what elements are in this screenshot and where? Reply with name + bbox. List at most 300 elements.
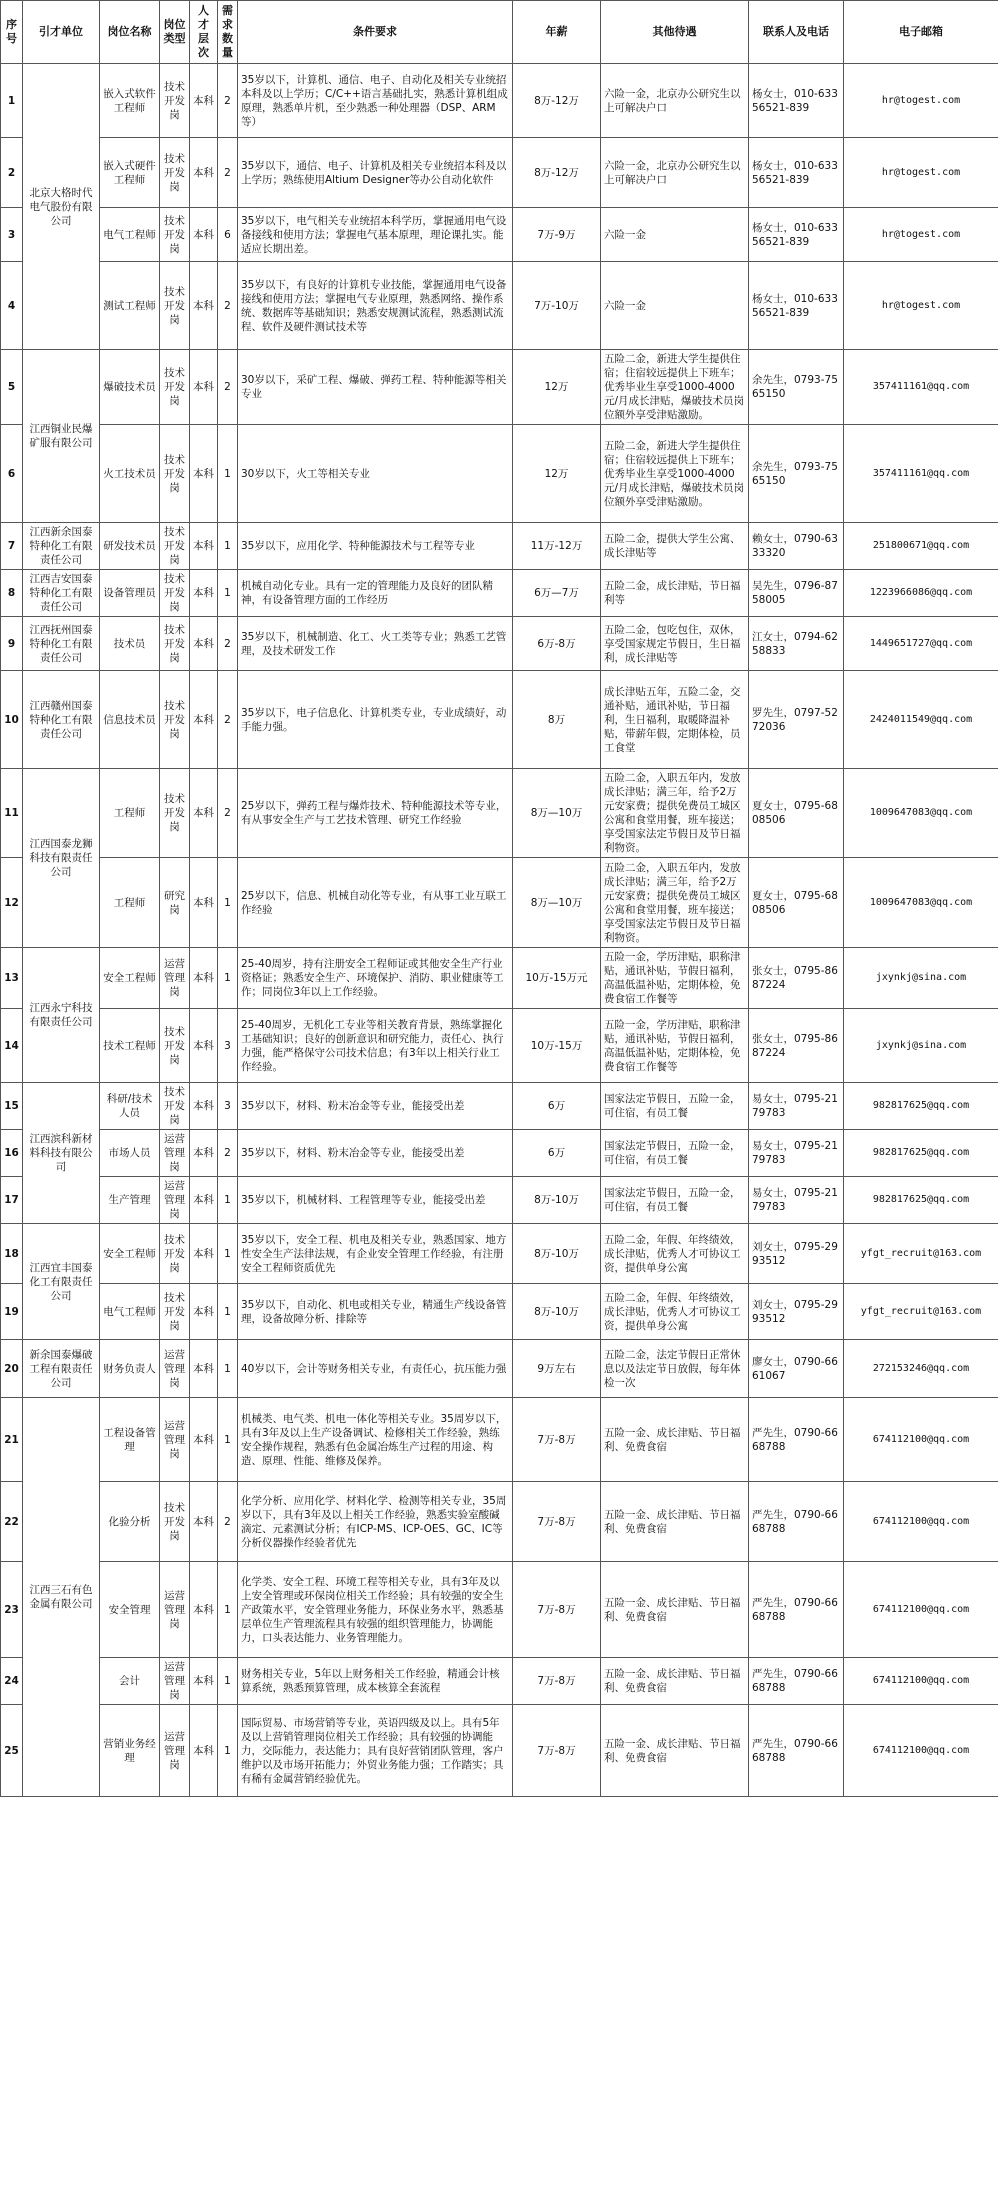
- contact-info: 刘女士，0795-2993512: [749, 1224, 844, 1284]
- row-number: 24: [1, 1658, 23, 1705]
- talent-level: 本科: [190, 1705, 218, 1797]
- contact-info: 余先生，0793-7565150: [749, 425, 844, 523]
- requirements: 40岁以下，会计等财务相关专业，有责任心，抗压能力强: [238, 1340, 513, 1398]
- position-name: 安全管理: [100, 1562, 160, 1658]
- row-number: 20: [1, 1340, 23, 1398]
- talent-level: 本科: [190, 1398, 218, 1482]
- position-type: 技术开发岗: [160, 523, 190, 570]
- contact-info: 杨女士，010-63356521-839: [749, 262, 844, 350]
- requirements: 化学分析、应用化学、材料化学、检测等相关专业，35周岁以下，具有3年及以上相关工作经验，熟悉实验室酸碱滴定、元素测试分析；有ICP-MS、ICP-OES、GC、IC等分析仪器操作经验者优先: [238, 1482, 513, 1562]
- row-number: 11: [1, 769, 23, 858]
- demand-count: 2: [218, 350, 238, 425]
- contact-info: 易女士，0795-2179783: [749, 1083, 844, 1130]
- other-benefits: 五险一金、成长津贴、节日福利、免费食宿: [601, 1398, 749, 1482]
- other-benefits: 五险二金，提供大学生公寓、成长津贴等: [601, 523, 749, 570]
- requirements: 25岁以下，信息、机械自动化等专业，有从事工业互联工作经验: [238, 858, 513, 948]
- position-name: 工程师: [100, 858, 160, 948]
- talent-level: 本科: [190, 138, 218, 208]
- table-row: [1, 425, 998, 523]
- contact-info: 夏女士，0795-6808506: [749, 769, 844, 858]
- position-type: 技术开发岗: [160, 570, 190, 617]
- email-address: jxynkj@sina.com: [844, 1009, 998, 1083]
- position-name: 爆破技术员: [100, 350, 160, 425]
- table-header-row: [1, 1, 998, 64]
- unit-name: 江西国泰龙狮科技有限责任公司: [23, 769, 100, 948]
- unit-name: 江西永宁科技有限责任公司: [23, 948, 100, 1083]
- row-number: 3: [1, 208, 23, 262]
- other-benefits: 六险一金，北京办公研究生以上可解决户口: [601, 138, 749, 208]
- position-name: 测试工程师: [100, 262, 160, 350]
- position-name: 火工技术员: [100, 425, 160, 523]
- email-address: hr@togest.com: [844, 64, 998, 138]
- table-row: [1, 1658, 998, 1705]
- demand-count: 2: [218, 1130, 238, 1177]
- talent-level: 本科: [190, 208, 218, 262]
- demand-count: 6: [218, 208, 238, 262]
- demand-count: 1: [218, 1398, 238, 1482]
- email-address: 1009647083@qq.com: [844, 769, 998, 858]
- position-type: 运营管理岗: [160, 1658, 190, 1705]
- position-name: 安全工程师: [100, 1224, 160, 1284]
- row-number: 22: [1, 1482, 23, 1562]
- talent-level: 本科: [190, 523, 218, 570]
- position-type: 技术开发岗: [160, 138, 190, 208]
- table-row: [1, 262, 998, 350]
- talent-level: 本科: [190, 858, 218, 948]
- demand-count: 1: [218, 1177, 238, 1224]
- annual-salary: 8万: [513, 671, 601, 769]
- talent-level: 本科: [190, 948, 218, 1009]
- demand-count: 3: [218, 1083, 238, 1130]
- talent-level: 本科: [190, 1658, 218, 1705]
- table-row: [1, 1224, 998, 1284]
- demand-count: 1: [218, 425, 238, 523]
- requirements: 30岁以下，采矿工程、爆破、弹药工程、特种能源等相关专业: [238, 350, 513, 425]
- table-row: [1, 1562, 998, 1658]
- other-benefits: 五险二金，成长津贴，节日福利等: [601, 570, 749, 617]
- talent-level: 本科: [190, 1482, 218, 1562]
- table-row: [1, 1482, 998, 1562]
- row-number: 21: [1, 1398, 23, 1482]
- email-address: 674112100@qq.com: [844, 1398, 998, 1482]
- other-benefits: 五险二金，入职五年内，发放成长津贴；满三年，给予2万元安家费；提供免费员工城区公寓和食堂用餐，班车接送；享受国家法定节假日及节日福利物资。: [601, 858, 749, 948]
- row-number: 14: [1, 1009, 23, 1083]
- talent-level: 本科: [190, 671, 218, 769]
- requirements: 25-40周岁，持有注册安全工程师证或其他安全生产行业资格证；熟悉安全生产、环境保护、消防、职业健康等工作；同岗位3年以上工作经验。: [238, 948, 513, 1009]
- email-address: 1223966086@qq.com: [844, 570, 998, 617]
- header-count: 需求数量: [218, 1, 238, 64]
- requirements: 35岁以下，电气相关专业统招本科学历，掌握通用电气设备接线和使用方法；掌握电气基本原理，理论课扎实。能适应长期出差。: [238, 208, 513, 262]
- demand-count: 1: [218, 858, 238, 948]
- talent-level: 本科: [190, 1340, 218, 1398]
- table-row: [1, 948, 998, 1009]
- demand-count: 1: [218, 1224, 238, 1284]
- contact-info: 刘女士，0795-2993512: [749, 1284, 844, 1340]
- annual-salary: 7万-8万: [513, 1705, 601, 1797]
- position-name: 设备管理员: [100, 570, 160, 617]
- contact-info: 杨女士，010-63356521-839: [749, 208, 844, 262]
- other-benefits: 五险一金、成长津贴、节日福利、免费食宿: [601, 1482, 749, 1562]
- contact-info: 夏女士，0795-6808506: [749, 858, 844, 948]
- annual-salary: 7万-10万: [513, 262, 601, 350]
- email-address: yfgt_recruit@163.com: [844, 1284, 998, 1340]
- email-address: 674112100@qq.com: [844, 1658, 998, 1705]
- position-type: 运营管理岗: [160, 1177, 190, 1224]
- annual-salary: 6万: [513, 1130, 601, 1177]
- requirements: 35岁以下，安全工程、机电及相关专业，熟悉国家、地方性安全生产法律法规，有企业安全管理工作经验，有注册安全工程师资质优先: [238, 1224, 513, 1284]
- other-benefits: 五险一金、成长津贴、节日福利、免费食宿: [601, 1562, 749, 1658]
- table-row: [1, 617, 998, 671]
- annual-salary: 7万-8万: [513, 1398, 601, 1482]
- contact-info: 易女士，0795-2179783: [749, 1130, 844, 1177]
- position-type: 运营管理岗: [160, 1130, 190, 1177]
- annual-salary: 12万: [513, 350, 601, 425]
- header-email: 电子邮箱: [844, 1, 998, 64]
- email-address: 357411161@qq.com: [844, 425, 998, 523]
- requirements: 机械类、电气类、机电一体化等相关专业。35周岁以下，具有3年及以上生产设备调试、检修相关工作经验，熟练安全操作规程，熟悉有色金属冶炼生产过程的用途、构造、原理、性能、维修及保养。: [238, 1398, 513, 1482]
- demand-count: 1: [218, 570, 238, 617]
- header-unit: 引才单位: [23, 1, 100, 64]
- demand-count: 2: [218, 617, 238, 671]
- other-benefits: 六险一金，北京办公研究生以上可解决户口: [601, 64, 749, 138]
- row-number: 6: [1, 425, 23, 523]
- annual-salary: 8万-12万: [513, 138, 601, 208]
- talent-level: 本科: [190, 1284, 218, 1340]
- other-benefits: 五险二金，新进大学生提供住宿；住宿较远提供上下班车；优秀毕业生享受1000-4000元/月成长津贴，爆破技术员岗位额外享受津贴激励。: [601, 425, 749, 523]
- position-type: 技术开发岗: [160, 1284, 190, 1340]
- talent-level: 本科: [190, 1224, 218, 1284]
- email-address: 1449651727@qq.com: [844, 617, 998, 671]
- table-row: [1, 1284, 998, 1340]
- unit-name: 江西铜业民爆矿服有限公司: [23, 350, 100, 523]
- position-name: 电气工程师: [100, 208, 160, 262]
- position-type: 运营管理岗: [160, 948, 190, 1009]
- email-address: hr@togest.com: [844, 208, 998, 262]
- position-type: 运营管理岗: [160, 1340, 190, 1398]
- header-benefits: 其他待遇: [601, 1, 749, 64]
- other-benefits: 六险一金: [601, 208, 749, 262]
- row-number: 12: [1, 858, 23, 948]
- email-address: 2424011549@qq.com: [844, 671, 998, 769]
- email-address: 272153246@qq.com: [844, 1340, 998, 1398]
- contact-info: 张女士，0795-8687224: [749, 948, 844, 1009]
- requirements: 35岁以下，应用化学、特种能源技术与工程等专业: [238, 523, 513, 570]
- position-type: 技术开发岗: [160, 769, 190, 858]
- requirements: 35岁以下，材料、粉末冶金等专业，能接受出差: [238, 1130, 513, 1177]
- talent-level: 本科: [190, 350, 218, 425]
- table-row: [1, 570, 998, 617]
- header-contact: 联系人及电话: [749, 1, 844, 64]
- demand-count: 2: [218, 1482, 238, 1562]
- email-address: 251800671@qq.com: [844, 523, 998, 570]
- position-name: 电气工程师: [100, 1284, 160, 1340]
- requirements: 35岁以下，计算机、通信、电子、自动化及相关专业统招本科及以上学历；C/C++语言基础扎实，熟悉计算机组成原理，熟悉单片机，至少熟悉一种处理器（DSP、ARM等）: [238, 64, 513, 138]
- annual-salary: 8万-12万: [513, 64, 601, 138]
- requirements: 35岁以下，机械材料、工程管理等专业，能接受出差: [238, 1177, 513, 1224]
- row-number: 10: [1, 671, 23, 769]
- position-type: 技术开发岗: [160, 1224, 190, 1284]
- unit-name: 江西宜丰国泰化工有限责任公司: [23, 1224, 100, 1340]
- header-position: 岗位名称: [100, 1, 160, 64]
- annual-salary: 11万-12万: [513, 523, 601, 570]
- position-name: 科研/技术人员: [100, 1083, 160, 1130]
- talent-level: 本科: [190, 262, 218, 350]
- talent-level: 本科: [190, 425, 218, 523]
- demand-count: 2: [218, 769, 238, 858]
- position-name: 研发技术员: [100, 523, 160, 570]
- other-benefits: 五险一金、成长津贴、节日福利、免费食宿: [601, 1705, 749, 1797]
- demand-count: 2: [218, 138, 238, 208]
- position-name: 技术员: [100, 617, 160, 671]
- row-number: 5: [1, 350, 23, 425]
- position-type: 技术开发岗: [160, 617, 190, 671]
- annual-salary: 8万—10万: [513, 858, 601, 948]
- unit-name: 江西新余国泰特种化工有限责任公司: [23, 523, 100, 570]
- annual-salary: 10万-15万元: [513, 948, 601, 1009]
- other-benefits: 五险一金，学历津贴，职称津贴，通讯补贴，节假日福利，高温低温补贴，定期体检，免费食宿工作餐等: [601, 948, 749, 1009]
- position-type: 技术开发岗: [160, 350, 190, 425]
- position-type: 运营管理岗: [160, 1398, 190, 1482]
- position-name: 营销业务经理: [100, 1705, 160, 1797]
- requirements: 35岁以下，有良好的计算机专业技能，掌握通用电气设备接线和使用方法；掌握电气专业原理，熟悉网络、操作系统、数据库等基础知识；熟悉安规测试流程，熟悉测试流程、软件及硬件测试技术等: [238, 262, 513, 350]
- other-benefits: 成长津贴五年，五险二金，交通补贴，通讯补贴，节日福利，生日福利，取暖降温补贴，带薪年假，定期体检，员工食堂: [601, 671, 749, 769]
- table-row: [1, 858, 998, 948]
- position-name: 财务负责人: [100, 1340, 160, 1398]
- annual-salary: 12万: [513, 425, 601, 523]
- position-type: 技术开发岗: [160, 208, 190, 262]
- demand-count: 1: [218, 948, 238, 1009]
- email-address: 674112100@qq.com: [844, 1705, 998, 1797]
- position-name: 市场人员: [100, 1130, 160, 1177]
- header-level: 人才层次: [190, 1, 218, 64]
- position-type: 运营管理岗: [160, 1562, 190, 1658]
- email-address: hr@togest.com: [844, 262, 998, 350]
- position-type: 技术开发岗: [160, 671, 190, 769]
- demand-count: 1: [218, 1562, 238, 1658]
- contact-info: 严先生，0790-6668788: [749, 1562, 844, 1658]
- requirements: 国际贸易、市场营销等专业，英语四级及以上。具有5年及以上营销管理岗位相关工作经验；具有较强的协调能力，交际能力，表达能力；具有良好营销团队管理，客户维护以及市场开拓能力；外贸业务能力强；工作踏实；具有稀有金属营销经验优先。: [238, 1705, 513, 1797]
- table-row: [1, 1009, 998, 1083]
- talent-level: 本科: [190, 64, 218, 138]
- header-requirements: 条件要求: [238, 1, 513, 64]
- other-benefits: 五险一金，学历津贴，职称津贴，通讯补贴，节假日福利，高温低温补贴，定期体检，免费食宿工作餐等: [601, 1009, 749, 1083]
- contact-info: 杨女士，010-63356521-839: [749, 64, 844, 138]
- talent-level: 本科: [190, 1083, 218, 1130]
- demand-count: 2: [218, 64, 238, 138]
- position-type: 技术开发岗: [160, 1009, 190, 1083]
- requirements: 35岁以下，通信、电子、计算机及相关专业统招本科及以上学历；熟练使用Altium Designer等办公自动化软件: [238, 138, 513, 208]
- annual-salary: 10万-15万: [513, 1009, 601, 1083]
- unit-name: 江西赣州国泰特种化工有限责任公司: [23, 671, 100, 769]
- unit-name: 江西吉安国泰特种化工有限责任公司: [23, 570, 100, 617]
- row-number: 2: [1, 138, 23, 208]
- row-number: 25: [1, 1705, 23, 1797]
- contact-info: 严先生，0790-6668788: [749, 1482, 844, 1562]
- annual-salary: 7万-8万: [513, 1482, 601, 1562]
- position-type: 研究岗: [160, 858, 190, 948]
- annual-salary: 8万-10万: [513, 1224, 601, 1284]
- row-number: 23: [1, 1562, 23, 1658]
- annual-salary: 9万左右: [513, 1340, 601, 1398]
- position-name: 嵌入式硬件工程师: [100, 138, 160, 208]
- email-address: 674112100@qq.com: [844, 1482, 998, 1562]
- other-benefits: 五险二金，法定节假日正常休息以及法定节日放假，每年体检一次: [601, 1340, 749, 1398]
- demand-count: 1: [218, 1705, 238, 1797]
- table-row: [1, 1130, 998, 1177]
- talent-level: 本科: [190, 1562, 218, 1658]
- position-type: 技术开发岗: [160, 1482, 190, 1562]
- table-row: [1, 1398, 998, 1482]
- row-number: 9: [1, 617, 23, 671]
- table-row: [1, 1340, 998, 1398]
- requirements: 25岁以下，弹药工程与爆炸技术、特种能源技术等专业，有从事安全生产与工艺技术管理、研究工作经验: [238, 769, 513, 858]
- contact-info: 廖女士，0790-6661067: [749, 1340, 844, 1398]
- contact-info: 张女士，0795-8687224: [749, 1009, 844, 1083]
- row-number: 19: [1, 1284, 23, 1340]
- table-body: [1, 64, 998, 1797]
- other-benefits: 国家法定节假日，五险一金，可住宿，有员工餐: [601, 1130, 749, 1177]
- table-row: [1, 1705, 998, 1797]
- contact-info: 余先生，0793-7565150: [749, 350, 844, 425]
- contact-info: 江女士，0794-6258833: [749, 617, 844, 671]
- email-address: 982817625@qq.com: [844, 1130, 998, 1177]
- contact-info: 赖女士，0790-6333320: [749, 523, 844, 570]
- email-address: jxynkj@sina.com: [844, 948, 998, 1009]
- contact-info: 严先生，0790-6668788: [749, 1398, 844, 1482]
- position-name: 生产管理: [100, 1177, 160, 1224]
- row-number: 15: [1, 1083, 23, 1130]
- table-row: [1, 350, 998, 425]
- annual-salary: 6万-8万: [513, 617, 601, 671]
- unit-name: 江西滨科新材料科技有限公司: [23, 1083, 100, 1224]
- talent-level: 本科: [190, 1130, 218, 1177]
- other-benefits: 国家法定节假日，五险一金，可住宿，有员工餐: [601, 1177, 749, 1224]
- talent-level: 本科: [190, 769, 218, 858]
- position-name: 技术工程师: [100, 1009, 160, 1083]
- position-name: 工程设备管理: [100, 1398, 160, 1482]
- email-address: yfgt_recruit@163.com: [844, 1224, 998, 1284]
- header-salary: 年薪: [513, 1, 601, 64]
- position-name: 信息技术员: [100, 671, 160, 769]
- row-number: 16: [1, 1130, 23, 1177]
- unit-name: 江西抚州国泰特种化工有限责任公司: [23, 617, 100, 671]
- position-type: 技术开发岗: [160, 425, 190, 523]
- email-address: 674112100@qq.com: [844, 1562, 998, 1658]
- position-type: 技术开发岗: [160, 1083, 190, 1130]
- demand-count: 2: [218, 671, 238, 769]
- table-row: [1, 1083, 998, 1130]
- demand-count: 2: [218, 262, 238, 350]
- position-type: 技术开发岗: [160, 64, 190, 138]
- contact-info: 罗先生，0797-5272036: [749, 671, 844, 769]
- talent-level: 本科: [190, 617, 218, 671]
- annual-salary: 7万-8万: [513, 1562, 601, 1658]
- talent-level: 本科: [190, 570, 218, 617]
- requirements: 35岁以下，材料、粉末冶金等专业，能接受出差: [238, 1083, 513, 1130]
- row-number: 18: [1, 1224, 23, 1284]
- demand-count: 1: [218, 1340, 238, 1398]
- position-name: 工程师: [100, 769, 160, 858]
- annual-salary: 6万: [513, 1083, 601, 1130]
- row-number: 7: [1, 523, 23, 570]
- email-address: 1009647083@qq.com: [844, 858, 998, 948]
- other-benefits: 五险二金，年假、年终绩效，成长津贴，优秀人才可协议工资，提供单身公寓: [601, 1284, 749, 1340]
- table-row: [1, 671, 998, 769]
- row-number: 8: [1, 570, 23, 617]
- requirements: 30岁以下，火工等相关专业: [238, 425, 513, 523]
- row-number: 13: [1, 948, 23, 1009]
- talent-level: 本科: [190, 1177, 218, 1224]
- requirements: 35岁以下，电子信息化、计算机类专业，专业成绩好，动手能力强。: [238, 671, 513, 769]
- other-benefits: 国家法定节假日，五险一金，可住宿，有员工餐: [601, 1083, 749, 1130]
- other-benefits: 六险一金: [601, 262, 749, 350]
- table-row: [1, 523, 998, 570]
- contact-info: 严先生，0790-6668788: [749, 1658, 844, 1705]
- unit-name: 北京大格时代电气股份有限公司: [23, 64, 100, 350]
- header-type: 岗位类型: [160, 1, 190, 64]
- annual-salary: 7万-9万: [513, 208, 601, 262]
- position-type: 运营管理岗: [160, 1705, 190, 1797]
- other-benefits: 五险二金，年假、年终绩效，成长津贴，优秀人才可协议工资，提供单身公寓: [601, 1224, 749, 1284]
- table-row: [1, 769, 998, 858]
- demand-count: 1: [218, 1658, 238, 1705]
- position-name: 安全工程师: [100, 948, 160, 1009]
- position-name: 嵌入式软件工程师: [100, 64, 160, 138]
- row-number: 4: [1, 262, 23, 350]
- contact-info: 严先生，0790-6668788: [749, 1705, 844, 1797]
- demand-count: 1: [218, 523, 238, 570]
- position-name: 化验分析: [100, 1482, 160, 1562]
- requirements: 机械自动化专业。具有一定的管理能力及良好的团队精神，有设备管理方面的工作经历: [238, 570, 513, 617]
- annual-salary: 6万—7万: [513, 570, 601, 617]
- email-address: 982817625@qq.com: [844, 1177, 998, 1224]
- annual-salary: 8万-10万: [513, 1284, 601, 1340]
- contact-info: 易女士，0795-2179783: [749, 1177, 844, 1224]
- email-address: 357411161@qq.com: [844, 350, 998, 425]
- annual-salary: 7万-8万: [513, 1658, 601, 1705]
- talent-level: 本科: [190, 1009, 218, 1083]
- table-row: [1, 1177, 998, 1224]
- email-address: hr@togest.com: [844, 138, 998, 208]
- row-number: 1: [1, 64, 23, 138]
- demand-count: 3: [218, 1009, 238, 1083]
- row-number: 17: [1, 1177, 23, 1224]
- other-benefits: 五险一金、成长津贴、节日福利、免费食宿: [601, 1658, 749, 1705]
- table-row: [1, 208, 998, 262]
- requirements: 财务相关专业，5年以上财务相关工作经验，精通会计核算系统，熟悉预算管理，成本核算全套流程: [238, 1658, 513, 1705]
- requirements: 25-40周岁，无机化工专业等相关教育背景，熟练掌握化工基础知识；良好的创新意识和研究能力，责任心、执行力强，能严格保守公司技术信息；有3年以上相关行业工作经验。: [238, 1009, 513, 1083]
- contact-info: 杨女士，010-63356521-839: [749, 138, 844, 208]
- contact-info: 吴先生，0796-8758005: [749, 570, 844, 617]
- unit-name: 江西三石有色金属有限公司: [23, 1398, 100, 1797]
- other-benefits: 五险二金，新进大学生提供住宿；住宿较远提供上下班车；优秀毕业生享受1000-4000元/月成长津贴，爆破技术员岗位额外享受津贴激励。: [601, 350, 749, 425]
- position-type: 技术开发岗: [160, 262, 190, 350]
- unit-name: 新余国泰爆破工程有限责任公司: [23, 1340, 100, 1398]
- annual-salary: 8万—10万: [513, 769, 601, 858]
- table-row: [1, 138, 998, 208]
- annual-salary: 8万-10万: [513, 1177, 601, 1224]
- other-benefits: 五险二金，入职五年内，发放成长津贴；满三年，给予2万元安家费；提供免费员工城区公寓和食堂用餐，班车接送；享受国家法定节假日及节日福利物资。: [601, 769, 749, 858]
- other-benefits: 五险二金，包吃包住，双休，享受国家规定节假日，生日福利，成长津贴等: [601, 617, 749, 671]
- table-row: [1, 64, 998, 138]
- requirements: 35岁以下，自动化、机电或相关专业，精通生产线设备管理，设备故障分析、排除等: [238, 1284, 513, 1340]
- position-name: 会计: [100, 1658, 160, 1705]
- header-no: 序号: [1, 1, 23, 64]
- demand-count: 1: [218, 1284, 238, 1340]
- requirements: 化学类、安全工程、环境工程等相关专业，具有3年及以上安全管理或环保岗位相关工作经验；具有较强的安全生产政策水平，安全管理业务能力，环保业务水平，熟悉基层单位生产管理流程具有较强的组织管理能力，协调能力，口头表达能力、业务管理能力。: [238, 1562, 513, 1658]
- email-address: 982817625@qq.com: [844, 1083, 998, 1130]
- requirements: 35岁以下，机械制造、化工、火工类等专业；熟悉工艺管理，及技术研发工作: [238, 617, 513, 671]
